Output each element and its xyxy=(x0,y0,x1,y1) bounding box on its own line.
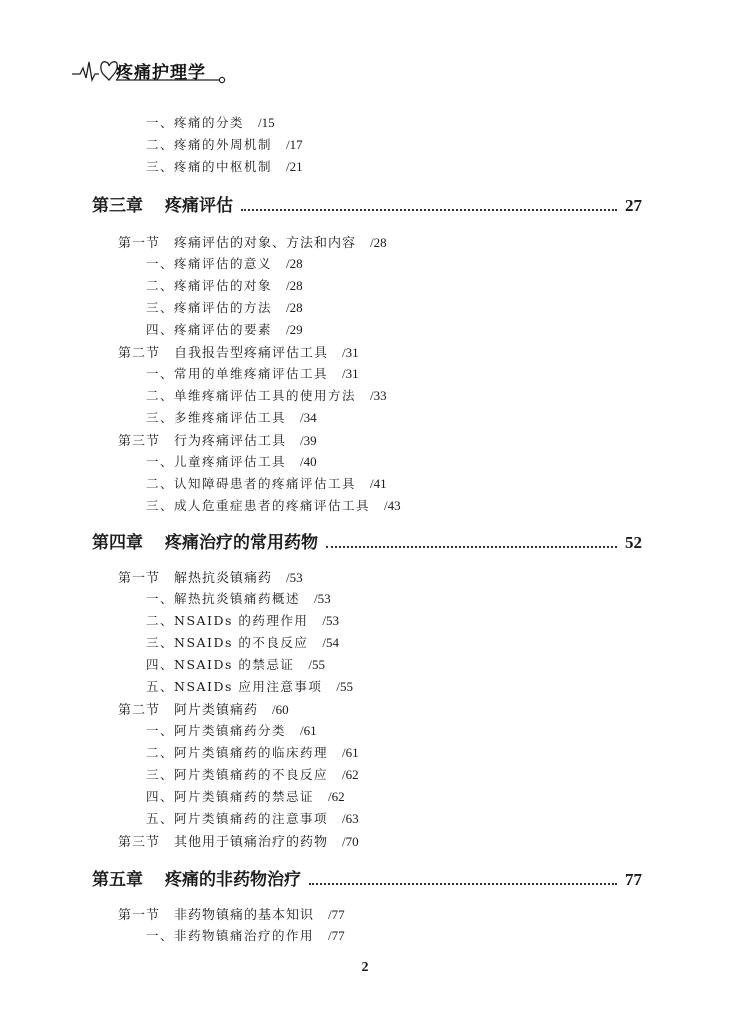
toc-subsection-entry xyxy=(146,787,345,805)
entry-page: /33 xyxy=(370,388,387,403)
chapter-title: 疼痛评估 xyxy=(165,196,233,216)
toc-subsection-entry xyxy=(146,633,339,651)
entry-page: /61 xyxy=(300,723,317,738)
toc-section-entry xyxy=(118,232,387,251)
entry-title: 第三节 其他用于镇痛治疗的药物 xyxy=(118,835,329,850)
entry-title: 五、NSAIDs 应用注意事项 xyxy=(146,679,323,694)
entry-page: /54 xyxy=(322,635,340,650)
toc-section-entry xyxy=(118,430,317,449)
entry-page: /53 xyxy=(286,570,303,585)
toc-section-entry xyxy=(118,831,359,850)
chapter-number: 第五章 xyxy=(92,870,143,890)
toc-subsection-entry xyxy=(146,765,359,783)
entry-page: /28 xyxy=(370,235,387,250)
running-header xyxy=(72,52,232,88)
entry-page: /28 xyxy=(286,256,303,271)
entry-page: /41 xyxy=(370,476,387,491)
toc-subsection-entry xyxy=(146,809,359,827)
entry-page: /61 xyxy=(342,745,359,760)
toc-subsection-entry xyxy=(146,926,345,944)
entry-title: 四、疼痛评估的要素 xyxy=(146,322,273,337)
entry-title: 二、认知障碍患者的疼痛评估工具 xyxy=(146,476,357,491)
entry-title: 三、疼痛评估的方法 xyxy=(146,300,273,315)
toc-subsection-entry xyxy=(146,276,303,294)
toc-chapter-entry xyxy=(92,864,642,890)
toc-subsection-entry xyxy=(146,474,387,492)
entry-title: 五、阿片类镇痛药的注意事项 xyxy=(146,811,329,826)
toc-subsection-entry xyxy=(146,113,275,131)
toc-subsection-entry xyxy=(146,320,303,338)
chapter-page: 27 xyxy=(625,196,642,215)
entry-title: 第三节 行为疼痛评估工具 xyxy=(118,434,287,449)
toc-subsection-entry xyxy=(146,408,317,426)
chapter-number: 第四章 xyxy=(92,533,143,553)
entry-title: 第一节 疼痛评估的对象、方法和内容 xyxy=(118,236,357,251)
book-title: 疼痛护理学 xyxy=(116,63,206,83)
entry-page: /39 xyxy=(300,433,317,448)
toc-subsection-entry xyxy=(146,135,303,153)
chapter-page: 52 xyxy=(625,533,642,552)
entry-page: /31 xyxy=(342,366,359,381)
entry-title: 三、成人危重症患者的疼痛评估工具 xyxy=(146,498,371,513)
entry-page: /55 xyxy=(308,657,326,672)
toc-subsection-entry xyxy=(146,611,339,629)
entry-page: /17 xyxy=(286,137,303,152)
toc-subsection-entry xyxy=(146,655,325,673)
leader-dots xyxy=(326,546,617,548)
page-number: 2 xyxy=(361,960,369,975)
entry-title: 二、阿片类镇痛药的临床药理 xyxy=(146,745,329,760)
toc-section-entry xyxy=(118,567,303,586)
entry-title: 三、阿片类镇痛药的不良反应 xyxy=(146,767,329,782)
entry-title: 一、疼痛的分类 xyxy=(146,115,245,130)
entry-page: /21 xyxy=(286,159,303,174)
entry-page: /28 xyxy=(286,300,303,315)
toc-chapter-entry xyxy=(92,527,642,553)
entry-title: 三、多维疼痛评估工具 xyxy=(146,410,287,425)
entry-title: 三、NSAIDs 的不良反应 xyxy=(146,635,309,650)
entry-title: 二、单维疼痛评估工具的使用方法 xyxy=(146,388,357,403)
toc-section-entry xyxy=(118,342,359,361)
entry-title: 四、阿片类镇痛药的禁忌证 xyxy=(146,789,315,804)
chapter-number: 第三章 xyxy=(92,196,143,216)
entry-page: /62 xyxy=(328,789,345,804)
toc-subsection-entry xyxy=(146,721,317,739)
entry-page: /77 xyxy=(328,907,345,922)
leader-dots xyxy=(309,883,617,885)
entry-title: 一、解热抗炎镇痛药概述 xyxy=(146,591,301,606)
leader-dots xyxy=(241,209,617,211)
toc-subsection-entry xyxy=(146,254,303,272)
entry-page: /28 xyxy=(286,278,303,293)
toc-subsection-entry xyxy=(146,743,359,761)
entry-page: /31 xyxy=(342,345,359,360)
toc-subsection-entry xyxy=(146,157,303,175)
entry-page: /40 xyxy=(300,454,317,469)
entry-page: /53 xyxy=(314,591,331,606)
chapter-title: 疼痛治疗的常用药物 xyxy=(165,533,318,553)
toc-subsection-entry xyxy=(146,452,317,470)
entry-page: /60 xyxy=(272,702,289,717)
toc-section-entry xyxy=(118,699,289,718)
entry-title: 第二节 阿片类镇痛药 xyxy=(118,703,259,718)
toc-subsection-entry xyxy=(146,496,401,514)
entry-title: 二、疼痛的外周机制 xyxy=(146,137,273,152)
entry-page: /70 xyxy=(342,834,359,849)
entry-title: 一、阿片类镇痛药分类 xyxy=(146,723,287,738)
entry-page: /29 xyxy=(286,322,303,337)
entry-title: 四、NSAIDs 的禁忌证 xyxy=(146,657,295,672)
entry-title: 一、常用的单维疼痛评估工具 xyxy=(146,366,329,381)
entry-title: 第一节 解热抗炎镇痛药 xyxy=(118,571,273,586)
toc-chapter-entry xyxy=(92,190,642,216)
entry-title: 第一节 非药物镇痛的基本知识 xyxy=(118,908,315,923)
entry-title: 三、疼痛的中枢机制 xyxy=(146,159,273,174)
entry-page: /15 xyxy=(258,115,275,130)
toc-subsection-entry xyxy=(146,298,303,316)
entry-page: /53 xyxy=(322,613,340,628)
entry-title: 二、NSAIDs 的药理作用 xyxy=(146,613,309,628)
toc-subsection-entry xyxy=(146,364,359,382)
toc-subsection-entry xyxy=(146,589,331,607)
entry-title: 一、非药物镇痛治疗的作用 xyxy=(146,928,315,943)
entry-page: /77 xyxy=(328,928,345,943)
toc-subsection-entry xyxy=(146,386,387,404)
entry-page: /63 xyxy=(342,811,359,826)
entry-title: 一、疼痛评估的意义 xyxy=(146,256,273,271)
toc-section-entry xyxy=(118,904,345,923)
chapter-title: 疼痛的非药物治疗 xyxy=(165,870,301,890)
entry-page: /62 xyxy=(342,767,359,782)
entry-page: /34 xyxy=(300,410,317,425)
entry-title: 二、疼痛评估的对象 xyxy=(146,278,273,293)
chapter-page: 77 xyxy=(625,870,642,889)
entry-page: /43 xyxy=(384,498,401,513)
entry-page: /55 xyxy=(336,679,354,694)
toc-subsection-entry xyxy=(146,677,353,695)
entry-title: 一、儿童疼痛评估工具 xyxy=(146,454,287,469)
entry-title: 第二节 自我报告型疼痛评估工具 xyxy=(118,346,329,361)
